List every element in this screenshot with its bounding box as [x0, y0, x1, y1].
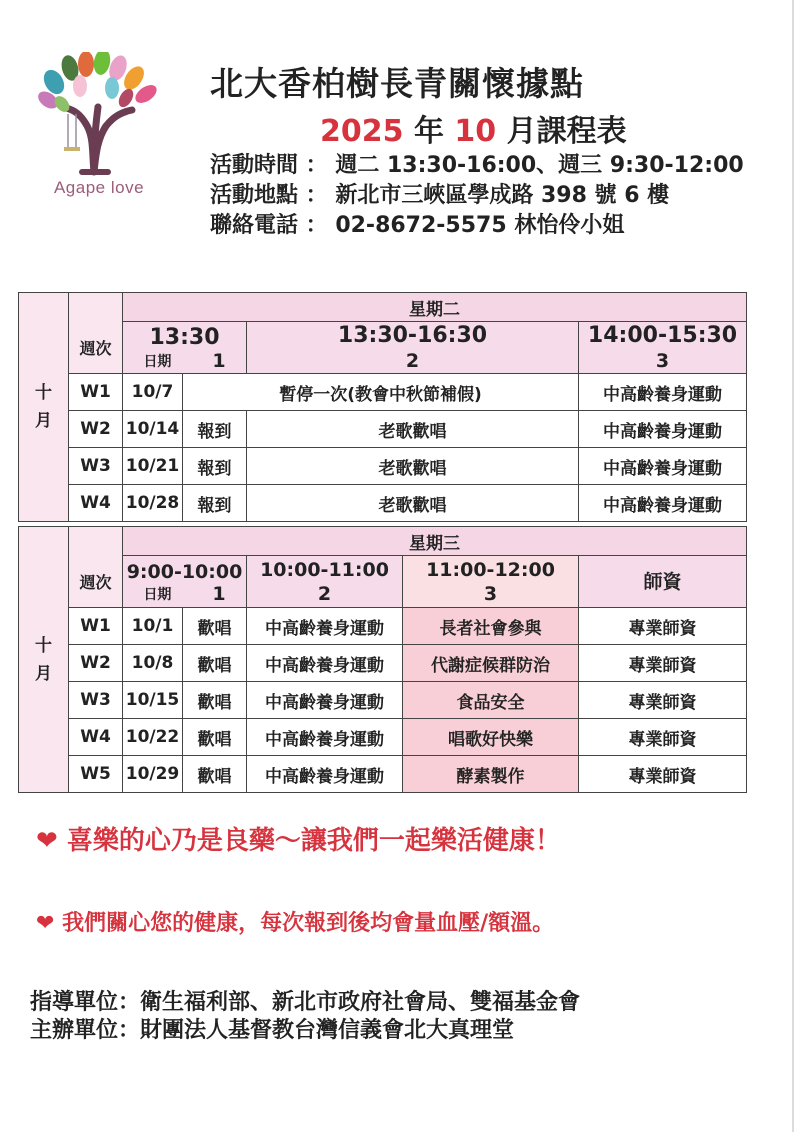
tuesday-month-text: 十 月	[35, 383, 52, 431]
date-cell: 10/22	[123, 719, 183, 756]
schedule-subtitle	[320, 106, 627, 150]
guidance-unit: 指導單位：衛生福利部、新北市政府社會局、雙福基金會	[30, 990, 581, 1015]
session-1-cell: 報到	[183, 448, 247, 485]
teacher-cell: 專業師資	[579, 608, 747, 645]
page-title: 北大香柏樹長青關懷據點	[210, 64, 584, 103]
tuesday-session-3-num-text: 3	[655, 349, 670, 372]
wednesday-week-header-cell	[69, 556, 123, 608]
wednesday-row-w5	[19, 756, 747, 793]
session-2-cell: 中高齡養身運動	[247, 645, 403, 682]
week-cell: W4	[69, 485, 123, 522]
tuesday-week-header-cell	[69, 322, 123, 374]
session-1-cell: 歡唱	[183, 756, 247, 793]
tuesday-week-header-text: 週次	[79, 338, 112, 358]
tuesday-row-w1	[19, 374, 747, 411]
week-cell: W5	[69, 756, 123, 793]
wednesday-session-3-time-text: 11:00-12:00	[426, 558, 555, 581]
session-3-cell: 中高齡養身運動	[579, 374, 747, 411]
month-value: 10	[454, 114, 497, 149]
week-cell: W1	[69, 374, 123, 411]
organizer-unit: 主辦單位：財團法人基督教台灣信義會北大真理堂	[30, 1018, 515, 1043]
session-1-cell: 歡唱	[183, 682, 247, 719]
page-edge	[792, 0, 794, 1132]
session-3-cell: 酵素製作	[403, 756, 579, 793]
session-3-cell: 中高齡養身運動	[579, 448, 747, 485]
date-cell: 10/21	[123, 448, 183, 485]
wednesday-session-2-num-text: 2	[317, 582, 332, 605]
session-3-cell: 唱歌好快樂	[403, 719, 579, 756]
wednesday-teacher-header-text: 師資	[643, 570, 682, 593]
date-cell: 10/8	[123, 645, 183, 682]
tuesday-session-1-head	[123, 322, 247, 374]
week-cell: W2	[69, 411, 123, 448]
contact-phone: 聯絡電話 ： 02-8672-5575 林怡伶小姐	[210, 213, 625, 238]
tuesday-section	[18, 292, 747, 522]
wednesday-corner	[69, 527, 123, 556]
wednesday-date-header-text: 日期	[143, 586, 172, 603]
activity-place: 活動地點 ： 新北市三峽區學成路 398 號 6 樓	[210, 183, 670, 208]
tuesday-session-2-head	[247, 322, 579, 374]
wednesday-row-w4	[19, 719, 747, 756]
slogan-2-text: 我們關心您的健康，每次報到後均會量血壓/額溫。	[62, 911, 555, 936]
tuesday-session-3-head	[579, 322, 747, 374]
wednesday-month-text: 十 月	[35, 635, 52, 684]
year-suffix: 年	[403, 114, 455, 149]
session-2-cell: 老歌歡唱	[247, 411, 579, 448]
date-cell: 10/7	[123, 374, 183, 411]
wednesday-row-w3	[19, 682, 747, 719]
wednesday-session-2-time-text: 10:00-11:00	[260, 558, 389, 581]
week-cell: W2	[69, 645, 123, 682]
slogan-1-text: 喜樂的心乃是良藥～讓我們一起樂活健康！	[66, 826, 561, 856]
tuesday-corner	[69, 293, 123, 322]
slogan-health-care	[36, 906, 554, 937]
tuesday-title-cell: 星期二	[123, 293, 747, 322]
session-2-cell: 中高齡養身運動	[247, 682, 403, 719]
tuesday-session-1-time-text: 13:30	[149, 324, 220, 350]
session-1-cell: 歡唱	[183, 608, 247, 645]
teacher-cell: 專業師資	[579, 682, 747, 719]
session-3-cell: 中高齡養身運動	[579, 485, 747, 522]
session-3-cell: 長者社會參與	[403, 608, 579, 645]
session-3-cell: 中高齡養身運動	[579, 411, 747, 448]
logo-text: Agape love	[53, 178, 145, 197]
heart-icon: ❤	[36, 826, 58, 856]
session-2-cell: 中高齡養身運動	[247, 756, 403, 793]
agape-love-logo	[34, 52, 164, 202]
slogan-joyful-heart	[36, 820, 561, 857]
heart-tree-icon	[34, 52, 164, 177]
wednesday-session-1-time-text: 9:00-10:00	[126, 560, 243, 583]
date-cell: 10/28	[123, 485, 183, 522]
tuesday-session-2-num-text: 2	[405, 349, 420, 372]
wednesday-teacher-head	[579, 556, 747, 608]
tuesday-month-cell	[19, 293, 69, 522]
date-cell: 10/1	[123, 608, 183, 645]
tuesday-row-w3	[19, 448, 747, 485]
wednesday-row-w1	[19, 608, 747, 645]
session-1-cell: 歡唱	[183, 719, 247, 756]
tuesday-row-w2	[19, 411, 747, 448]
wednesday-session-1-head	[123, 556, 247, 608]
wednesday-row-w2	[19, 645, 747, 682]
activity-time: 活動時間 ： 週二 13:30-16:00、週三 9:30-12:00	[210, 153, 744, 178]
session-2-cell: 老歌歡唱	[247, 485, 579, 522]
session-2-cell: 老歌歡唱	[247, 448, 579, 485]
session-3-cell: 食品安全	[403, 682, 579, 719]
wednesday-session-1-num-text: 1	[212, 582, 226, 605]
tuesday-row-w4	[19, 485, 747, 522]
wednesday-section	[18, 526, 747, 793]
date-cell: 10/15	[123, 682, 183, 719]
session-merged-cell: 暫停一次(教會中秋節補假)	[183, 374, 579, 411]
session-1-cell: 報到	[183, 411, 247, 448]
session-2-cell: 中高齡養身運動	[247, 608, 403, 645]
wednesday-session-3-num-text: 3	[483, 582, 498, 605]
wednesday-title-cell: 星期三	[123, 527, 747, 556]
teacher-cell: 專業師資	[579, 719, 747, 756]
tuesday-session-3-time-text: 14:00-15:30	[587, 322, 738, 348]
tuesday-session-1-num-text: 1	[212, 349, 226, 372]
session-1-cell: 報到	[183, 485, 247, 522]
wednesday-session-2-head	[247, 556, 403, 608]
date-cell: 10/29	[123, 756, 183, 793]
session-2-cell: 中高齡養身運動	[247, 719, 403, 756]
wednesday-week-header-text: 週次	[79, 572, 112, 592]
heart-icon: ❤	[36, 911, 55, 936]
wednesday-session-3-head	[403, 556, 579, 608]
week-cell: W3	[69, 448, 123, 485]
week-cell: W1	[69, 608, 123, 645]
year-value: 2025	[320, 114, 404, 149]
tuesday-date-header-text: 日期	[143, 353, 172, 370]
month-suffix: 月課程表	[496, 114, 627, 149]
tuesday-session-2-time-text: 13:30-16:30	[337, 322, 488, 348]
session-1-cell: 歡唱	[183, 645, 247, 682]
wednesday-month-cell	[19, 527, 69, 793]
teacher-cell: 專業師資	[579, 645, 747, 682]
week-cell: W3	[69, 682, 123, 719]
teacher-cell: 專業師資	[579, 756, 747, 793]
session-3-cell: 代謝症候群防治	[403, 645, 579, 682]
week-cell: W4	[69, 719, 123, 756]
date-cell: 10/14	[123, 411, 183, 448]
